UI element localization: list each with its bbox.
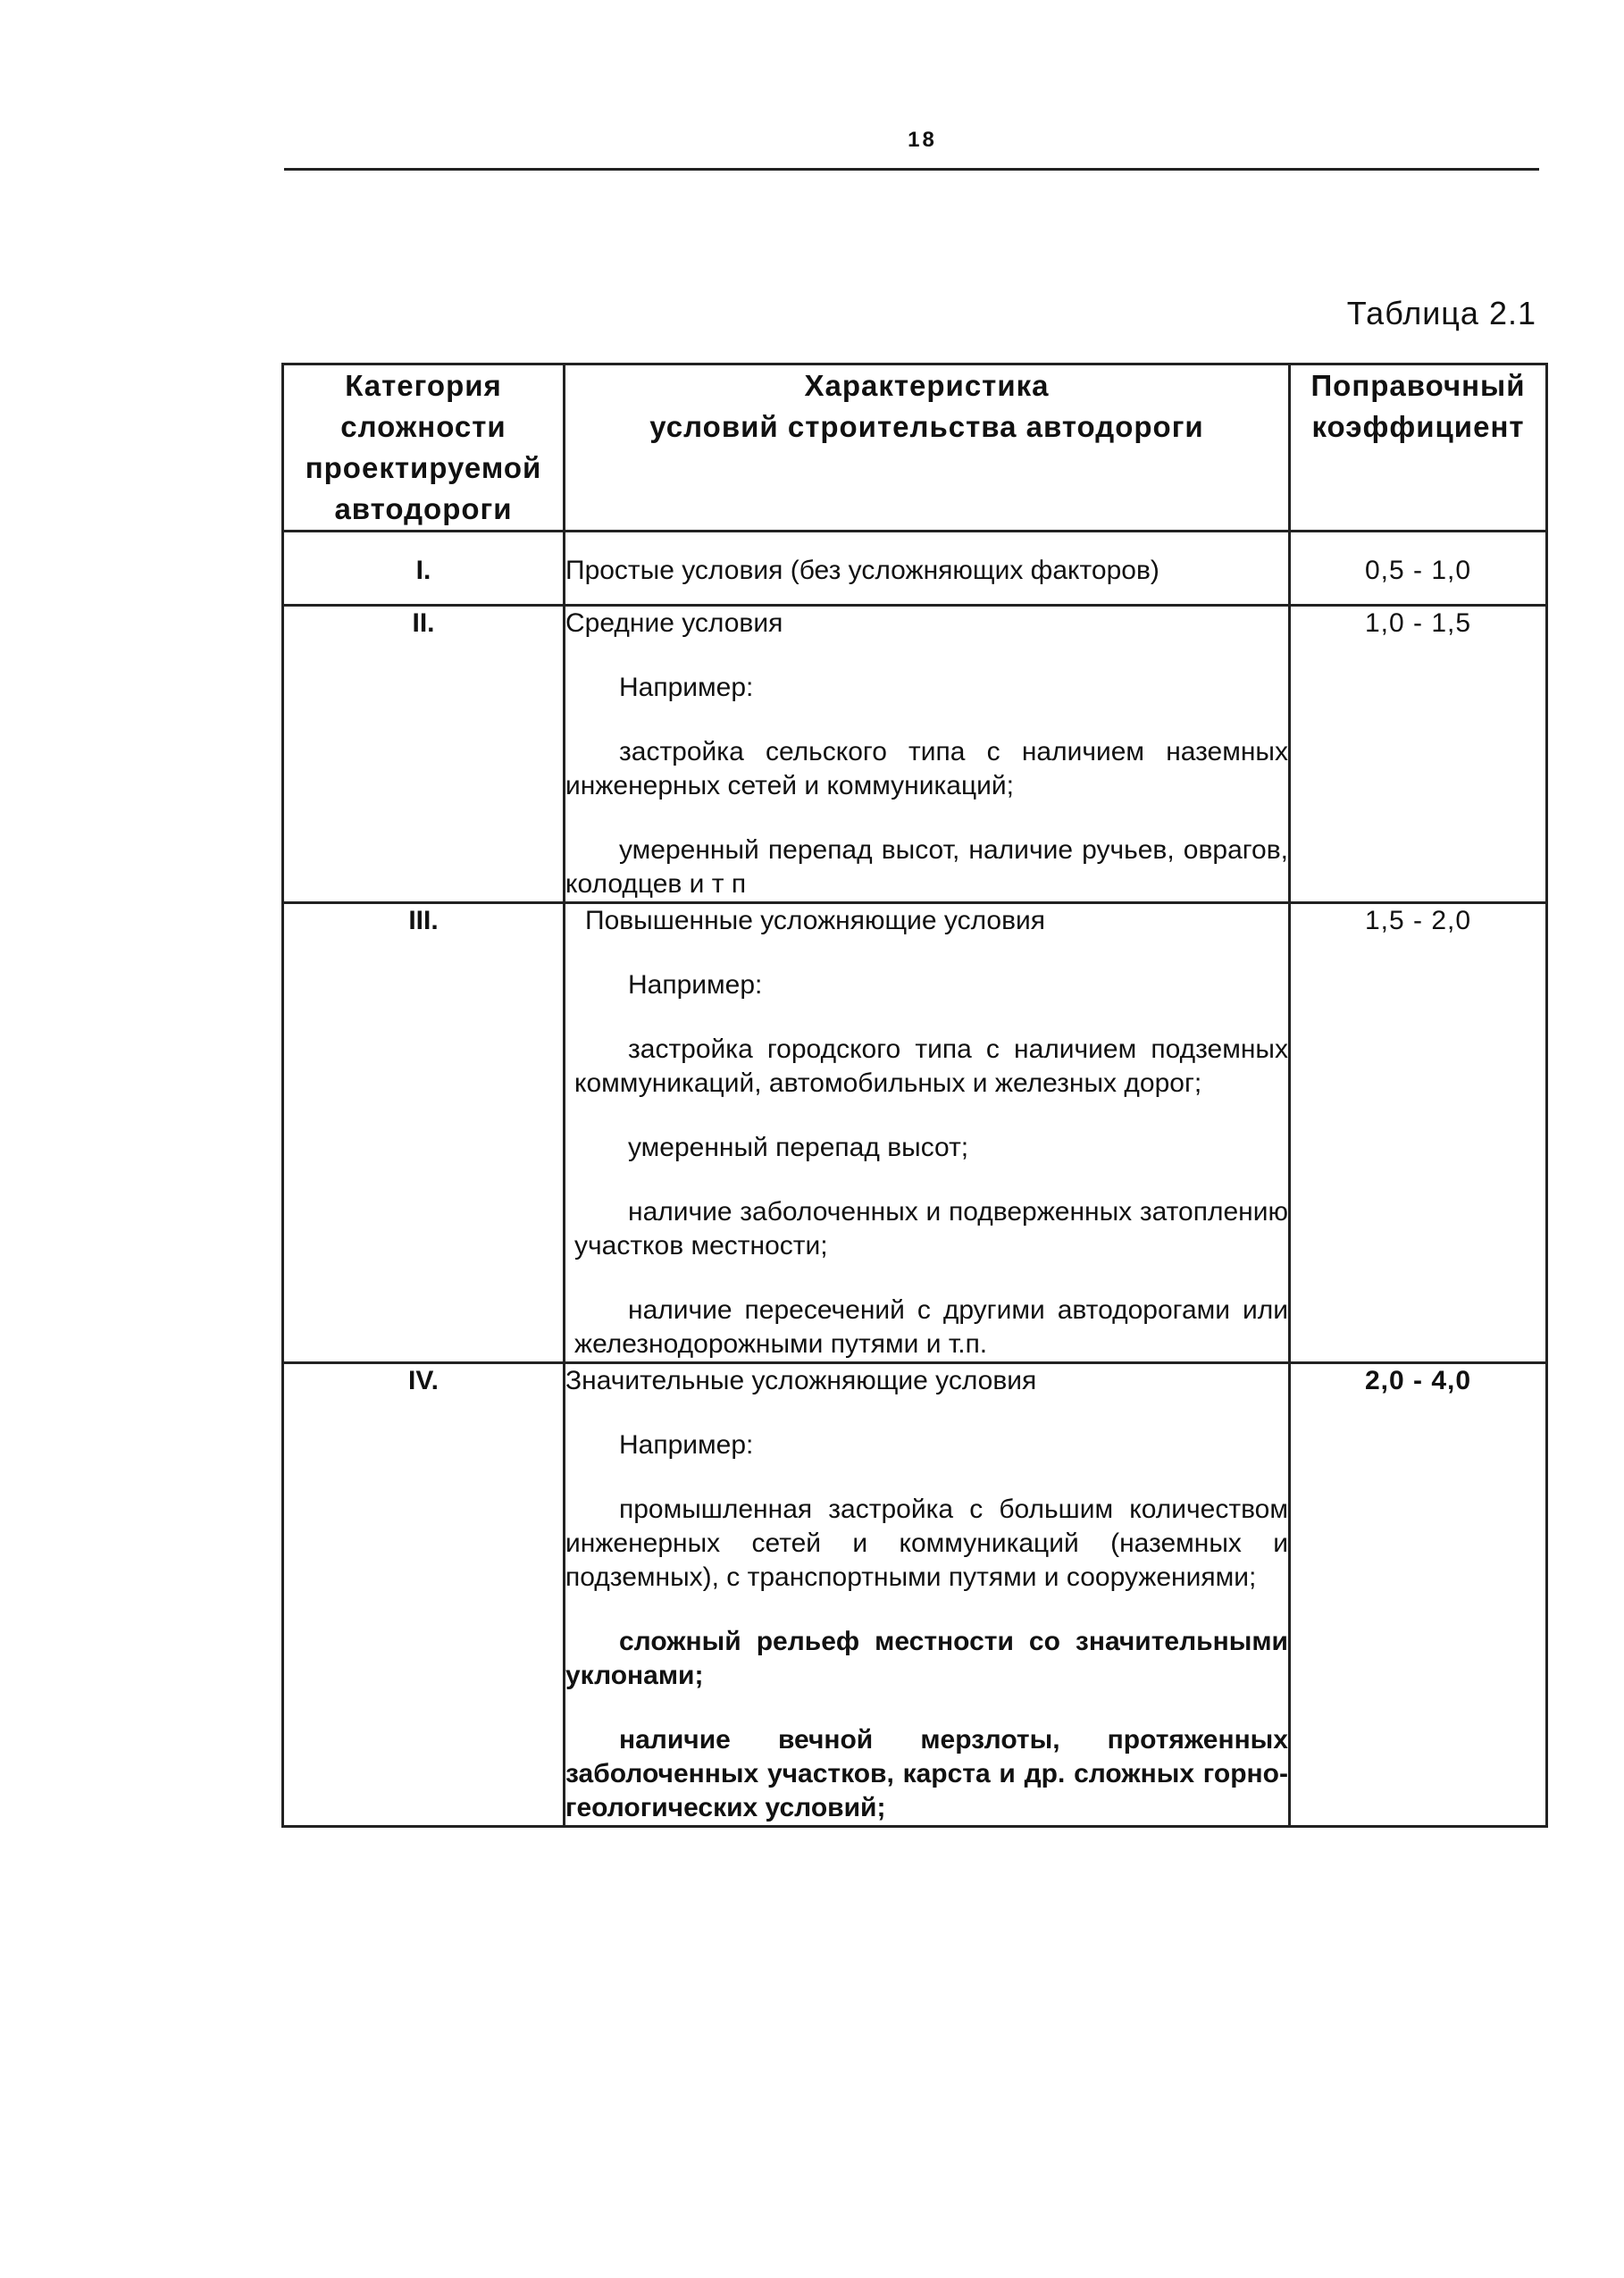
row-item: сложный рельеф местности со значительными уклонами; xyxy=(565,1627,1288,1690)
row-category: I. xyxy=(283,532,565,606)
row-example-label: Например: xyxy=(619,1430,754,1460)
row-description xyxy=(565,1363,1290,1827)
header-characteristic-line: Характеристика xyxy=(804,369,1050,402)
row-description xyxy=(565,532,1290,606)
row-category: IV. xyxy=(283,1363,565,1827)
row-coefficient: 0,5 - 1,0 xyxy=(1290,532,1547,606)
table-row xyxy=(283,903,1547,1363)
table-row xyxy=(283,606,1547,903)
header-category-line: проектируемой xyxy=(305,451,542,484)
row-example-label: Например: xyxy=(628,970,763,1000)
header-coefficient-line: коэффициент xyxy=(1311,410,1525,443)
row-coefficient: 1,5 - 2,0 xyxy=(1290,903,1547,1363)
header-coefficient xyxy=(1290,364,1547,532)
row-item: наличие заболоченных и подверженных затоплению участков местности; xyxy=(574,1197,1288,1260)
row-item: наличие пересечений с другими автодорогами или железнодорожными путями и т.п. xyxy=(574,1295,1288,1359)
row-item: наличие вечной мерзлоты, протяженных заболоченных участков, карста и др. сложных горно-геологических условий; xyxy=(565,1725,1288,1822)
header-category-line: сложности xyxy=(340,410,506,443)
header-characteristic xyxy=(565,364,1290,532)
row-example-label: Например: xyxy=(619,673,754,702)
header-category-line: автодороги xyxy=(334,492,513,525)
row-description xyxy=(565,606,1290,903)
table-header-row xyxy=(283,364,1547,532)
row-category: II. xyxy=(283,606,565,903)
row-item: застройка сельского типа с наличием наземных инженерных сетей и коммуникаций; xyxy=(565,737,1288,800)
header-characteristic-line: условий строительства автодороги xyxy=(649,410,1204,443)
row-description xyxy=(565,903,1290,1363)
row-coefficient: 1,0 - 1,5 xyxy=(1290,606,1547,903)
row-title: Простые условия (без усложняющих факторов) xyxy=(565,556,1159,585)
row-title: Повышенные усложняющие условия xyxy=(585,906,1046,935)
header-category-line: Категория xyxy=(345,369,502,402)
complexity-table xyxy=(281,363,1548,1828)
header-rule xyxy=(284,168,1539,171)
row-coefficient: 2,0 - 4,0 xyxy=(1290,1363,1547,1827)
row-item: умеренный перепад высот; xyxy=(628,1133,969,1162)
table-row xyxy=(283,1363,1547,1827)
row-title: Значительные усложняющие условия xyxy=(565,1366,1037,1395)
table-caption: Таблица 2.1 xyxy=(1346,295,1536,331)
row-item: промышленная застройка с большим количеством инженерных сетей и коммуникаций (наземных и подземных), с транспортными путями и сооружениями; xyxy=(565,1495,1288,1592)
row-category: III. xyxy=(283,903,565,1363)
row-title: Средние условия xyxy=(565,608,783,638)
table-row xyxy=(283,532,1547,606)
row-item: умеренный перепад высот, наличие ручьев, оврагов, колодцев и т п xyxy=(565,835,1288,899)
row-item: застройка городского типа с наличием подземных коммуникаций, автомобильных и железных дорог; xyxy=(574,1034,1288,1098)
page-number: 18 xyxy=(908,128,937,152)
header-category xyxy=(283,364,565,532)
header-coefficient-line: Поправочный xyxy=(1310,369,1526,402)
